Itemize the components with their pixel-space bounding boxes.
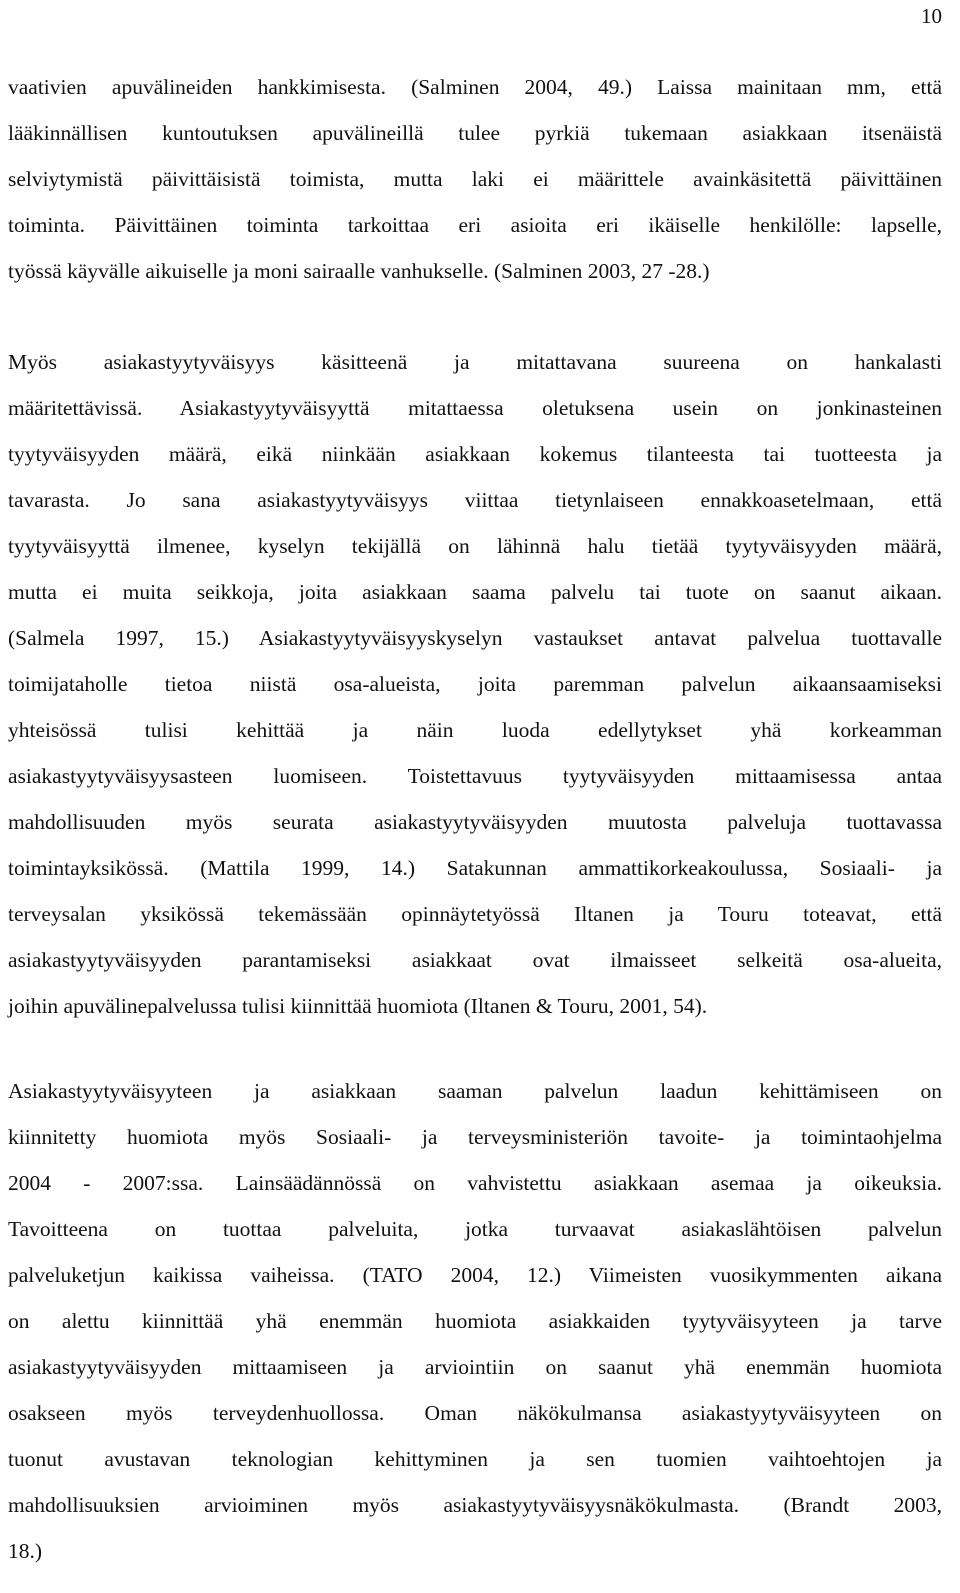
text-line: vaativien apuvälineiden hankkimisesta. (Salminen 2004, 49.) Laissa mainitaan mm, että xyxy=(8,75,942,99)
text-line: Asiakastyytyväisyyteen ja asiakkaan saaman palvelun laadun kehittämiseen on xyxy=(8,1079,942,1103)
text-line: terveysalan yksikössä tekemässään opinnäytetyössä Iltanen ja Touru toteavat, että xyxy=(8,902,942,926)
page-number: 10 xyxy=(921,4,942,28)
text-line: mahdollisuuksien arvioiminen myös asiakastyytyväisyysnäkökulmasta. (Brandt 2003, xyxy=(8,1493,942,1517)
text-line: asiakastyytyväisyyden parantamiseksi asiakkaat ovat ilmaisseet selkeitä osa-alueita, xyxy=(8,948,942,972)
text-line: työssä käyvälle aikuiselle ja moni sairaalle vanhukselle. (Salminen 2003, 27 -28.) xyxy=(8,259,710,283)
text-line: palveluketjun kaikissa vaiheissa. (TATO 2004, 12.) Viimeisten vuosikymmenten aikana xyxy=(8,1263,942,1287)
text-line: toimijataholle tietoa niistä osa-alueista, joita paremman palvelun aikaansaamiseksi xyxy=(8,672,942,696)
text-line: Myös asiakastyytyväisyys käsitteenä ja mitattavana suureena on hankalasti xyxy=(8,350,942,374)
text-line: tyytyväisyyttä ilmenee, kyselyn tekijällä on lähinnä halu tietää tyytyväisyyden määrä, xyxy=(8,534,942,558)
paragraph-apuvalineet xyxy=(8,64,942,294)
text-line: mutta ei muita seikkoja, joita asiakkaan saama palvelu tai tuote on saanut aikaan. xyxy=(8,580,942,604)
text-line: 18.) xyxy=(8,1539,43,1563)
text-line: tavarasta. Jo sana asiakastyytyväisyys viittaa tietynlaiseen ennakkoasetelmaan, että xyxy=(8,488,942,512)
text-line: tuonut avustavan teknologian kehittyminen ja sen tuomien vaihtoehtojen ja xyxy=(8,1447,942,1471)
text-line: tyytyväisyyden määrä, eikä niinkään asiakkaan kokemus tilanteesta tai tuotteesta ja xyxy=(8,442,942,466)
text-line: osakseen myös terveydenhuollossa. Oman näkökulmansa asiakastyytyväisyyteen on xyxy=(8,1401,942,1425)
text-line: kiinnitetty huomiota myös Sosiaali- ja terveysministeriön tavoite- ja toimintaohjelma xyxy=(8,1125,942,1149)
text-line: toimintayksikössä. (Mattila 1999, 14.) Satakunnan ammattikorkeakoulussa, Sosiaali- ja xyxy=(8,856,942,880)
paragraph-laadun-kehittaminen xyxy=(8,1068,942,1574)
text-line: asiakastyytyväisyyden mittaamiseen ja arviointiin on saanut yhä enemmän huomiota xyxy=(8,1355,942,1379)
text-line: on alettu kiinnittää yhä enemmän huomiota asiakkaiden tyytyväisyyteen ja tarve xyxy=(8,1309,942,1333)
text-line: toiminta. Päivittäinen toiminta tarkoittaa eri asioita eri ikäiselle henkilölle: lapselle, xyxy=(8,213,942,237)
text-line: määritettävissä. Asiakastyytyväisyyttä mitattaessa oletuksena usein on jonkinasteinen xyxy=(8,396,942,420)
text-line: mahdollisuuden myös seurata asiakastyytyväisyyden muutosta palveluja tuottavassa xyxy=(8,810,942,834)
text-line: yhteisössä tulisi kehittää ja näin luoda edellytykset yhä korkeamman xyxy=(8,718,942,742)
text-line: asiakastyytyväisyysasteen luomiseen. Toistettavuus tyytyväisyyden mittaamisessa antaa xyxy=(8,764,942,788)
paragraph-asiakastyytyvaisyys xyxy=(8,339,942,1029)
text-line: joihin apuvälinepalvelussa tulisi kiinnittää huomiota (Iltanen & Touru, 2001, 54). xyxy=(8,994,708,1018)
text-line: 2004 - 2007:ssa. Lainsäädännössä on vahvistettu asiakkaan asemaa ja oikeuksia. xyxy=(8,1171,942,1195)
text-line: (Salmela 1997, 15.) Asiakastyytyväisyyskyselyn vastaukset antavat palvelua tuottavalle xyxy=(8,626,942,650)
text-line: Tavoitteena on tuottaa palveluita, jotka turvaavat asiakaslähtöisen palvelun xyxy=(8,1217,942,1241)
text-line: lääkinnällisen kuntoutuksen apuvälineillä tulee pyrkiä tukemaan asiakkaan itsenäistä xyxy=(8,121,942,145)
text-line: selviytymistä päivittäisistä toimista, mutta laki ei määrittele avainkäsitettä päivittäinen xyxy=(8,167,942,191)
